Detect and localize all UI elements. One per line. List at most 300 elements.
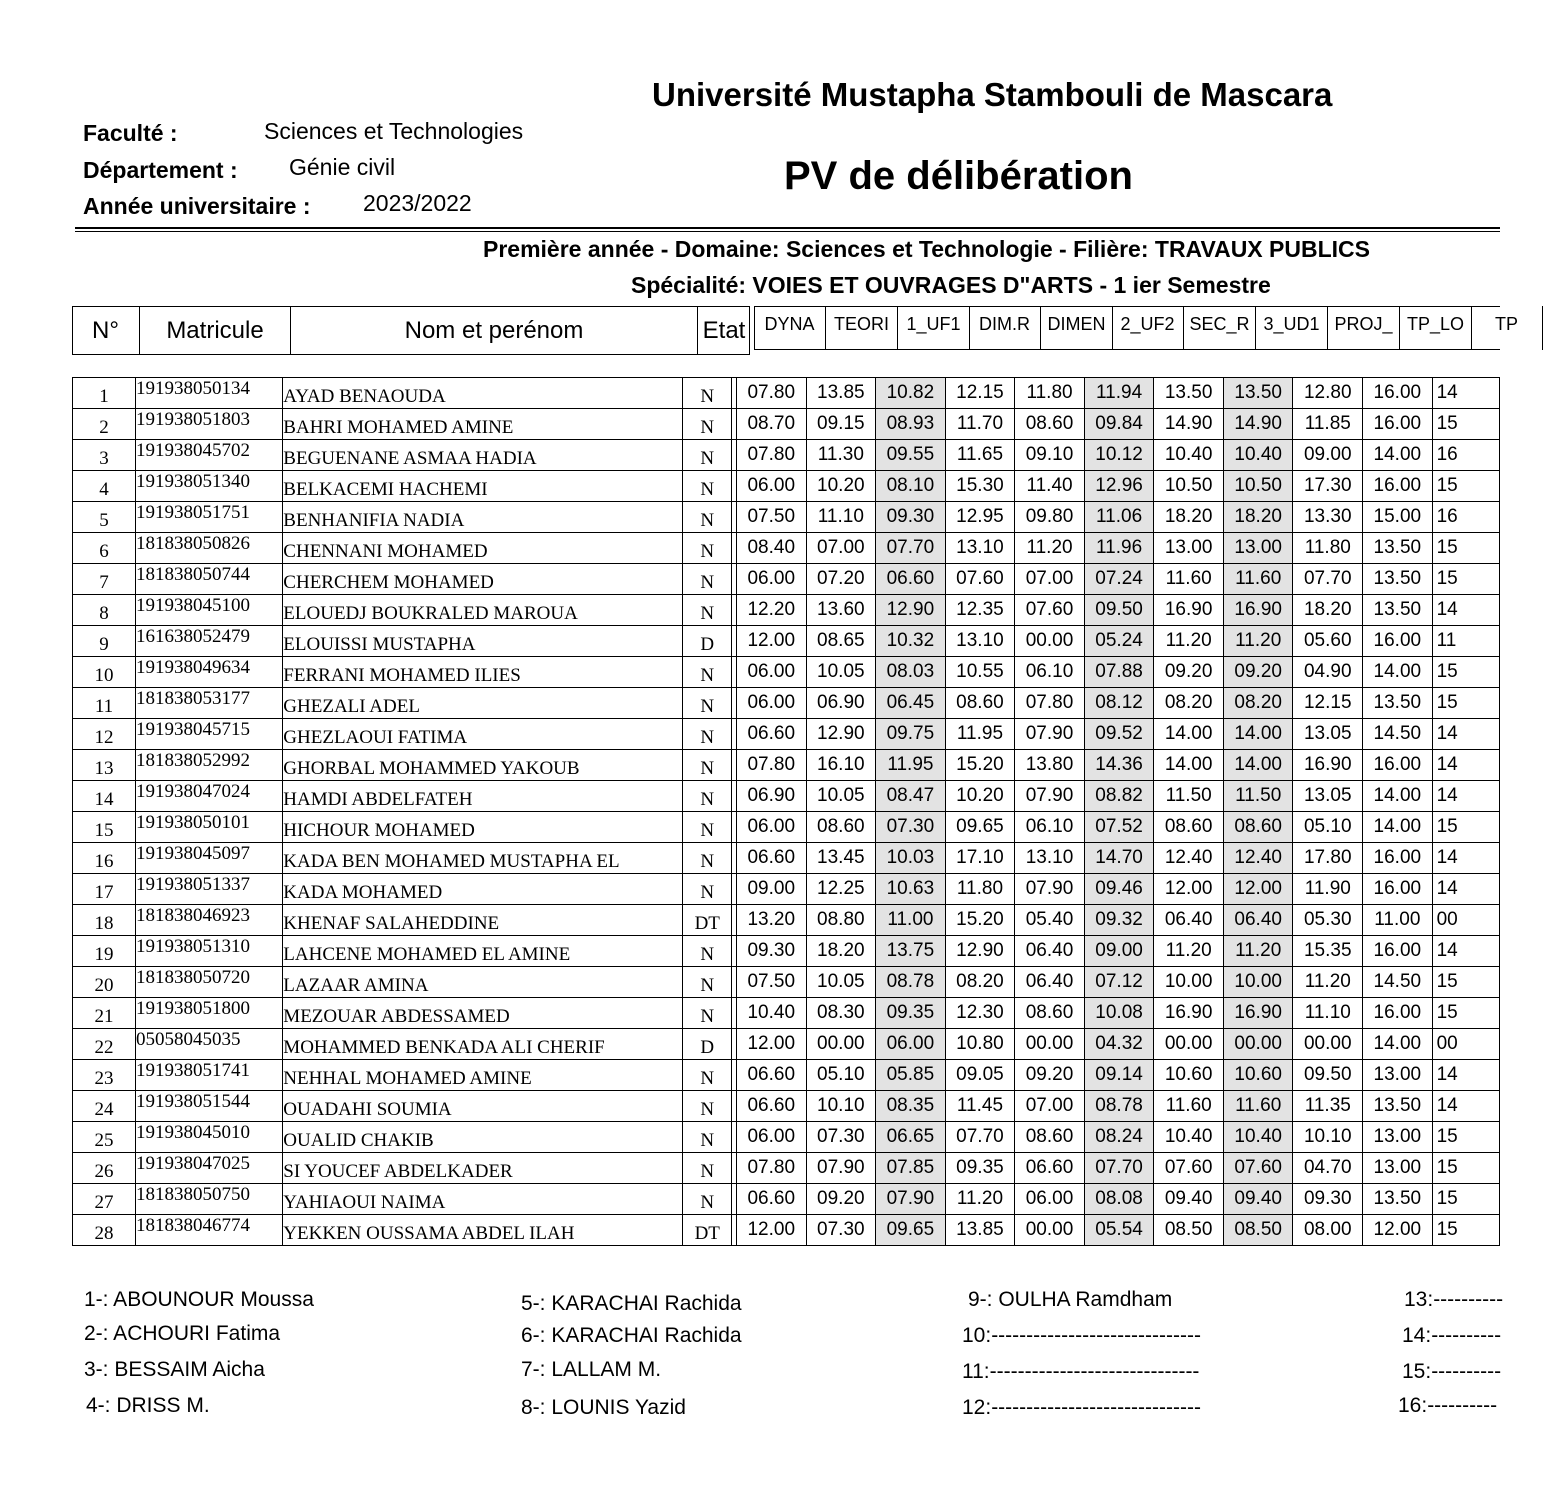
score-cell: 07.80 xyxy=(736,378,806,409)
matricule-cell: 191938045097 xyxy=(136,843,283,874)
etat-cell: N xyxy=(683,781,732,812)
score-cell: 06.90 xyxy=(736,781,806,812)
score-cell: 08.20 xyxy=(945,967,1015,998)
score-cell: 12.00 xyxy=(736,1215,806,1246)
score-cell: 12.90 xyxy=(945,936,1015,967)
score-cell: 07.60 xyxy=(945,564,1015,595)
score-cell: 04.32 xyxy=(1084,1029,1154,1060)
score-cell: 14 xyxy=(1432,936,1499,967)
score-cell: 16.90 xyxy=(1154,595,1224,626)
score-cell: 09.52 xyxy=(1084,719,1154,750)
score-cell: 11.10 xyxy=(806,502,876,533)
score-cell: 10.10 xyxy=(1293,1122,1363,1153)
header-col-3: 1_UF1 xyxy=(898,306,970,350)
score-cell: 09.05 xyxy=(945,1060,1015,1091)
student-name: LAZAAR AMINA xyxy=(283,967,683,998)
score-cell: 00.00 xyxy=(1015,626,1085,657)
table-row xyxy=(73,1184,1500,1215)
score-cell: 11.20 xyxy=(1223,626,1293,657)
etat-cell: N xyxy=(683,1122,732,1153)
table-row xyxy=(73,1122,1500,1153)
score-cell: 08.03 xyxy=(876,657,946,688)
document-title: PV de délibération xyxy=(784,154,1133,198)
score-cell: 09.30 xyxy=(736,936,806,967)
row-number: 13 xyxy=(73,750,136,781)
score-cell: 11.85 xyxy=(1293,409,1363,440)
score-cell: 09.65 xyxy=(876,1215,946,1246)
etat-cell: N xyxy=(683,1153,732,1184)
score-cell: 06.60 xyxy=(736,1184,806,1215)
matricule-cell: 181838046923 xyxy=(136,905,283,936)
jury-15: 15:---------- xyxy=(1402,1360,1502,1383)
score-cell: 16.00 xyxy=(1363,998,1433,1029)
score-cell: 09.10 xyxy=(1015,440,1085,471)
score-cell: 07.52 xyxy=(1084,812,1154,843)
score-cell: 12.00 xyxy=(1154,874,1224,905)
score-cell: 10.60 xyxy=(1154,1060,1224,1091)
score-cell: 11.96 xyxy=(1084,533,1154,564)
etat-cell: N xyxy=(683,378,732,409)
matricule-cell: 181838050744 xyxy=(136,564,283,595)
score-cell: 12.40 xyxy=(1154,843,1224,874)
score-cell: 07.00 xyxy=(1015,1091,1085,1122)
row-number: 1 xyxy=(73,378,136,409)
score-cell: 10.82 xyxy=(876,378,946,409)
score-cell: 06.00 xyxy=(736,1122,806,1153)
table-row xyxy=(73,1091,1500,1122)
score-cell: 09.35 xyxy=(945,1153,1015,1184)
score-cell: 12.35 xyxy=(945,595,1015,626)
student-name: CHERCHEM MOHAMED xyxy=(283,564,683,595)
score-cell: 07.70 xyxy=(876,533,946,564)
score-cell: 16.90 xyxy=(1293,750,1363,781)
score-cell: 05.40 xyxy=(1015,905,1085,936)
score-cell: 08.60 xyxy=(945,688,1015,719)
score-cell: 13.50 xyxy=(1363,595,1433,626)
score-cell: 16.10 xyxy=(806,750,876,781)
score-cell: 10.60 xyxy=(1223,1060,1293,1091)
score-cell: 15 xyxy=(1432,1122,1499,1153)
jury-7: 7-: LALLAM M. xyxy=(521,1358,662,1381)
score-cell: 07.30 xyxy=(876,812,946,843)
score-cell: 09.15 xyxy=(806,409,876,440)
score-cell: 00.00 xyxy=(1293,1029,1363,1060)
score-cell: 13.60 xyxy=(806,595,876,626)
score-cell: 07.00 xyxy=(806,533,876,564)
score-cell: 07.30 xyxy=(806,1122,876,1153)
score-cell: 08.24 xyxy=(1084,1122,1154,1153)
etat-cell: N xyxy=(683,564,732,595)
score-cell: 15 xyxy=(1432,471,1499,502)
score-cell: 06.00 xyxy=(876,1029,946,1060)
etat-cell: DT xyxy=(683,1215,732,1246)
score-cell: 15 xyxy=(1432,1215,1499,1246)
score-cell: 11 xyxy=(1432,626,1499,657)
matricule-cell: 181838050720 xyxy=(136,967,283,998)
score-cell: 16.00 xyxy=(1363,750,1433,781)
score-cell: 10.20 xyxy=(806,471,876,502)
score-cell: 16.00 xyxy=(1363,843,1433,874)
score-cell: 17.80 xyxy=(1293,843,1363,874)
score-cell: 07.50 xyxy=(736,502,806,533)
score-cell: 11.45 xyxy=(945,1091,1015,1122)
score-cell: 11.20 xyxy=(945,1184,1015,1215)
score-cell: 06.40 xyxy=(1015,936,1085,967)
score-cell: 10.12 xyxy=(1084,440,1154,471)
score-cell: 14 xyxy=(1432,719,1499,750)
score-cell: 10.40 xyxy=(736,998,806,1029)
score-cell: 10.32 xyxy=(876,626,946,657)
score-cell: 14.00 xyxy=(1363,781,1433,812)
row-number: 26 xyxy=(73,1153,136,1184)
score-cell: 11.20 xyxy=(1015,533,1085,564)
row-number: 3 xyxy=(73,440,136,471)
student-name: ELOUEDJ BOUKRALED MAROUA xyxy=(283,595,683,626)
student-name: ELOUISSI MUSTAPHA xyxy=(283,626,683,657)
student-name: KADA BEN MOHAMED MUSTAPHA EL xyxy=(283,843,683,874)
score-cell: 11.94 xyxy=(1084,378,1154,409)
student-name: FERRANI MOHAMED ILIES xyxy=(283,657,683,688)
score-cell: 13.05 xyxy=(1293,719,1363,750)
score-cell: 10.03 xyxy=(876,843,946,874)
row-number: 25 xyxy=(73,1122,136,1153)
row-number: 4 xyxy=(73,471,136,502)
score-cell: 11.50 xyxy=(1223,781,1293,812)
score-cell: 08.60 xyxy=(1015,998,1085,1029)
score-cell: 12.25 xyxy=(806,874,876,905)
score-cell: 10.05 xyxy=(806,967,876,998)
score-cell: 15 xyxy=(1432,564,1499,595)
header-col-2: TEORI xyxy=(826,306,898,350)
score-cell: 10.20 xyxy=(945,781,1015,812)
score-cell: 13.00 xyxy=(1363,1153,1433,1184)
jury-16: 16:---------- xyxy=(1398,1394,1498,1417)
score-cell: 09.46 xyxy=(1084,874,1154,905)
score-cell: 00 xyxy=(1432,905,1499,936)
score-cell: 07.85 xyxy=(876,1153,946,1184)
student-name: BENHANIFIA NADIA xyxy=(283,502,683,533)
score-cell: 06.65 xyxy=(876,1122,946,1153)
student-name: GHORBAL MOHAMMED YAKOUB xyxy=(283,750,683,781)
matricule-cell: 191938051803 xyxy=(136,409,283,440)
score-cell: 07.80 xyxy=(1015,688,1085,719)
score-cell: 12.90 xyxy=(876,595,946,626)
score-cell: 06.40 xyxy=(1015,967,1085,998)
score-cell: 16 xyxy=(1432,502,1499,533)
subtitle-domain: Première année - Domaine: Sciences et Technologie - Filière: TRAVAUX PUBLICS xyxy=(483,236,1370,262)
etat-cell: N xyxy=(683,998,732,1029)
table-row xyxy=(73,998,1500,1029)
score-cell: 16.00 xyxy=(1363,936,1433,967)
score-cell: 09.65 xyxy=(945,812,1015,843)
score-cell: 09.32 xyxy=(1084,905,1154,936)
score-cell: 11.95 xyxy=(876,750,946,781)
table-row xyxy=(73,626,1500,657)
score-cell: 09.50 xyxy=(1293,1060,1363,1091)
score-cell: 10.00 xyxy=(1223,967,1293,998)
table-row xyxy=(73,471,1500,502)
row-number: 17 xyxy=(73,874,136,905)
score-cell: 14 xyxy=(1432,1091,1499,1122)
score-cell: 10.40 xyxy=(1223,440,1293,471)
score-cell: 18.20 xyxy=(806,936,876,967)
table-row xyxy=(73,874,1500,905)
jury-14: 14:---------- xyxy=(1402,1324,1502,1347)
table-row xyxy=(73,750,1500,781)
faculte-label: Faculté : xyxy=(83,120,178,146)
score-cell: 09.35 xyxy=(876,998,946,1029)
score-cell: 07.24 xyxy=(1084,564,1154,595)
score-cell: 05.54 xyxy=(1084,1215,1154,1246)
row-number: 5 xyxy=(73,502,136,533)
score-cell: 07.12 xyxy=(1084,967,1154,998)
score-cell: 15.35 xyxy=(1293,936,1363,967)
matricule-cell: 191938050101 xyxy=(136,812,283,843)
score-cell: 18.20 xyxy=(1223,502,1293,533)
table-row xyxy=(73,440,1500,471)
matricule-cell: 191938051310 xyxy=(136,936,283,967)
jury-9: 9-: OULHA Ramdham xyxy=(968,1288,1173,1311)
score-cell: 14.00 xyxy=(1154,719,1224,750)
score-cell: 07.60 xyxy=(1015,595,1085,626)
score-cell: 08.20 xyxy=(1223,688,1293,719)
score-cell: 07.50 xyxy=(736,967,806,998)
matricule-cell: 191938045100 xyxy=(136,595,283,626)
header-col-10: TP_LO xyxy=(1400,306,1472,350)
score-cell: 16.90 xyxy=(1154,998,1224,1029)
score-cell: 13.30 xyxy=(1293,502,1363,533)
student-name: GHEZALI ADEL xyxy=(283,688,683,719)
jury-11: 11:------------------------------ xyxy=(962,1360,1200,1383)
score-cell: 10.80 xyxy=(945,1029,1015,1060)
student-name: MOHAMMED BENKADA ALI CHERIF xyxy=(283,1029,683,1060)
score-cell: 10.10 xyxy=(806,1091,876,1122)
score-cell: 08.70 xyxy=(736,409,806,440)
student-name: BEGUENANE ASMAA HADIA xyxy=(283,440,683,471)
score-cell: 10.63 xyxy=(876,874,946,905)
student-name: BELKACEMI HACHEMI xyxy=(283,471,683,502)
score-cell: 00.00 xyxy=(806,1029,876,1060)
score-cell: 08.35 xyxy=(876,1091,946,1122)
student-name: YAHIAOUI NAIMA xyxy=(283,1184,683,1215)
table-row xyxy=(73,843,1500,874)
student-name: GHEZLAOUI FATIMA xyxy=(283,719,683,750)
score-cell: 16.90 xyxy=(1223,595,1293,626)
table-row xyxy=(73,1153,1500,1184)
score-cell: 15 xyxy=(1432,657,1499,688)
annee-value: 2023/2022 xyxy=(363,190,472,216)
score-cell: 12.20 xyxy=(736,595,806,626)
student-name: HICHOUR MOHAMED xyxy=(283,812,683,843)
table-row xyxy=(73,688,1500,719)
score-cell: 11.00 xyxy=(876,905,946,936)
score-cell: 05.10 xyxy=(1293,812,1363,843)
score-cell: 07.90 xyxy=(806,1153,876,1184)
matricule-cell: 191938049634 xyxy=(136,657,283,688)
matricule-cell: 191938047024 xyxy=(136,781,283,812)
score-cell: 15 xyxy=(1432,1153,1499,1184)
score-cell: 07.90 xyxy=(1015,874,1085,905)
student-name: KADA MOHAMED xyxy=(283,874,683,905)
score-cell: 09.40 xyxy=(1223,1184,1293,1215)
table-row xyxy=(73,781,1500,812)
score-cell: 15 xyxy=(1432,409,1499,440)
etat-cell: DT xyxy=(683,905,732,936)
score-cell: 08.65 xyxy=(806,626,876,657)
score-cell: 06.60 xyxy=(876,564,946,595)
score-cell: 11.95 xyxy=(945,719,1015,750)
row-number: 9 xyxy=(73,626,136,657)
score-cell: 07.00 xyxy=(1015,564,1085,595)
score-cell: 11.30 xyxy=(806,440,876,471)
score-cell: 08.93 xyxy=(876,409,946,440)
score-cell: 14.00 xyxy=(1363,657,1433,688)
matricule-cell: 191938051741 xyxy=(136,1060,283,1091)
student-name: YEKKEN OUSSAMA ABDEL ILAH xyxy=(283,1215,683,1246)
score-cell: 09.20 xyxy=(1223,657,1293,688)
score-cell: 15 xyxy=(1432,1184,1499,1215)
score-cell: 10.08 xyxy=(1084,998,1154,1029)
score-cell: 15 xyxy=(1432,998,1499,1029)
score-cell: 13.45 xyxy=(806,843,876,874)
score-cell: 08.60 xyxy=(1154,812,1224,843)
score-cell: 14.50 xyxy=(1363,967,1433,998)
matricule-cell: 181838050826 xyxy=(136,533,283,564)
score-cell: 13.80 xyxy=(1015,750,1085,781)
etat-cell: N xyxy=(683,1184,732,1215)
score-cell: 17.10 xyxy=(945,843,1015,874)
score-cell: 00.00 xyxy=(1015,1215,1085,1246)
score-cell: 06.90 xyxy=(806,688,876,719)
header-col-4: DIM.R xyxy=(969,306,1041,350)
score-cell: 09.30 xyxy=(1293,1184,1363,1215)
score-cell: 06.00 xyxy=(736,657,806,688)
table-row xyxy=(73,936,1500,967)
score-cell: 06.00 xyxy=(736,471,806,502)
row-number: 12 xyxy=(73,719,136,750)
score-cell: 11.50 xyxy=(1154,781,1224,812)
jury-10: 10:------------------------------ xyxy=(962,1324,1201,1347)
score-cell: 11.90 xyxy=(1293,874,1363,905)
score-cell: 14 xyxy=(1432,595,1499,626)
score-cell: 14 xyxy=(1432,874,1499,905)
table-row xyxy=(73,812,1500,843)
score-cell: 15.30 xyxy=(945,471,1015,502)
score-cell: 09.00 xyxy=(1293,440,1363,471)
score-cell: 08.30 xyxy=(806,998,876,1029)
score-cell: 13.75 xyxy=(876,936,946,967)
table-row xyxy=(73,1215,1500,1246)
score-cell: 00.00 xyxy=(1154,1029,1224,1060)
score-cell: 08.60 xyxy=(1015,409,1085,440)
row-number: 20 xyxy=(73,967,136,998)
score-cell: 10.50 xyxy=(1154,471,1224,502)
score-cell: 17.30 xyxy=(1293,471,1363,502)
row-number: 2 xyxy=(73,409,136,440)
score-cell: 07.70 xyxy=(945,1122,1015,1153)
score-cell: 11.60 xyxy=(1154,564,1224,595)
matricule-cell: 181838052992 xyxy=(136,750,283,781)
matricule-cell: 191938051340 xyxy=(136,471,283,502)
score-cell: 09.84 xyxy=(1084,409,1154,440)
score-cell: 11.20 xyxy=(1223,936,1293,967)
score-cell: 15 xyxy=(1432,812,1499,843)
score-cell: 11.35 xyxy=(1293,1091,1363,1122)
jury-6: 6-: KARACHAI Rachida xyxy=(521,1324,742,1347)
score-cell: 08.80 xyxy=(806,905,876,936)
score-cell: 05.60 xyxy=(1293,626,1363,657)
score-cell: 15 xyxy=(1432,688,1499,719)
header-nom: Nom et perénom xyxy=(291,306,698,355)
etat-cell: N xyxy=(683,750,732,781)
score-cell: 07.90 xyxy=(876,1184,946,1215)
score-cell: 16.00 xyxy=(1363,409,1433,440)
score-cell: 05.24 xyxy=(1084,626,1154,657)
score-cell: 13.50 xyxy=(1363,533,1433,564)
row-number: 23 xyxy=(73,1060,136,1091)
subtitle-specialite: Spécialité: VOIES ET OUVRAGES D"ARTS - 1 ier Semestre xyxy=(631,272,1271,298)
etat-cell: N xyxy=(683,657,732,688)
matricule-cell: 191938051800 xyxy=(136,998,283,1029)
row-number: 11 xyxy=(73,688,136,719)
header-col-5: DIMEN xyxy=(1041,306,1113,350)
student-name: OUALID CHAKIB xyxy=(283,1122,683,1153)
score-cell: 08.60 xyxy=(1223,812,1293,843)
matricule-cell: 191938045010 xyxy=(136,1122,283,1153)
student-name: MEZOUAR ABDESSAMED xyxy=(283,998,683,1029)
matricule-cell: 191938045715 xyxy=(136,719,283,750)
score-cell: 14.50 xyxy=(1363,719,1433,750)
score-cell: 11.20 xyxy=(1293,967,1363,998)
etat-cell: N xyxy=(683,874,732,905)
student-name: OUADAHI SOUMIA xyxy=(283,1091,683,1122)
score-cell: 08.08 xyxy=(1084,1184,1154,1215)
row-number: 10 xyxy=(73,657,136,688)
etat-cell: N xyxy=(683,812,732,843)
row-number: 6 xyxy=(73,533,136,564)
score-cell: 08.78 xyxy=(876,967,946,998)
score-cell: 11.00 xyxy=(1363,905,1433,936)
score-cell: 09.00 xyxy=(736,874,806,905)
annee-label: Année universitaire : xyxy=(83,193,311,219)
score-cell: 11.80 xyxy=(1293,533,1363,564)
score-cell: 06.00 xyxy=(736,812,806,843)
matricule-cell: 05058045035 xyxy=(136,1029,283,1060)
table-row xyxy=(73,409,1500,440)
score-cell: 12.80 xyxy=(1293,378,1363,409)
table-row xyxy=(73,502,1500,533)
score-cell: 13.50 xyxy=(1363,1184,1433,1215)
score-cell: 13.10 xyxy=(945,533,1015,564)
score-cell: 08.60 xyxy=(1015,1122,1085,1153)
header-double-line xyxy=(749,306,750,355)
score-cell: 00.00 xyxy=(1015,1029,1085,1060)
etat-cell: N xyxy=(683,595,732,626)
row-number: 18 xyxy=(73,905,136,936)
matricule-cell: 191938051751 xyxy=(136,502,283,533)
matricule-cell: 191938051337 xyxy=(136,874,283,905)
score-cell: 10.40 xyxy=(1154,1122,1224,1153)
student-name: HAMDI ABDELFATEH xyxy=(283,781,683,812)
row-number: 14 xyxy=(73,781,136,812)
score-cell: 12.15 xyxy=(945,378,1015,409)
jury-3: 3-: BESSAIM Aicha xyxy=(84,1358,265,1381)
departement-value: Génie civil xyxy=(289,154,396,180)
etat-cell: N xyxy=(683,533,732,564)
score-cell: 06.60 xyxy=(736,1060,806,1091)
etat-cell: N xyxy=(683,1060,732,1091)
score-cell: 11.60 xyxy=(1223,564,1293,595)
